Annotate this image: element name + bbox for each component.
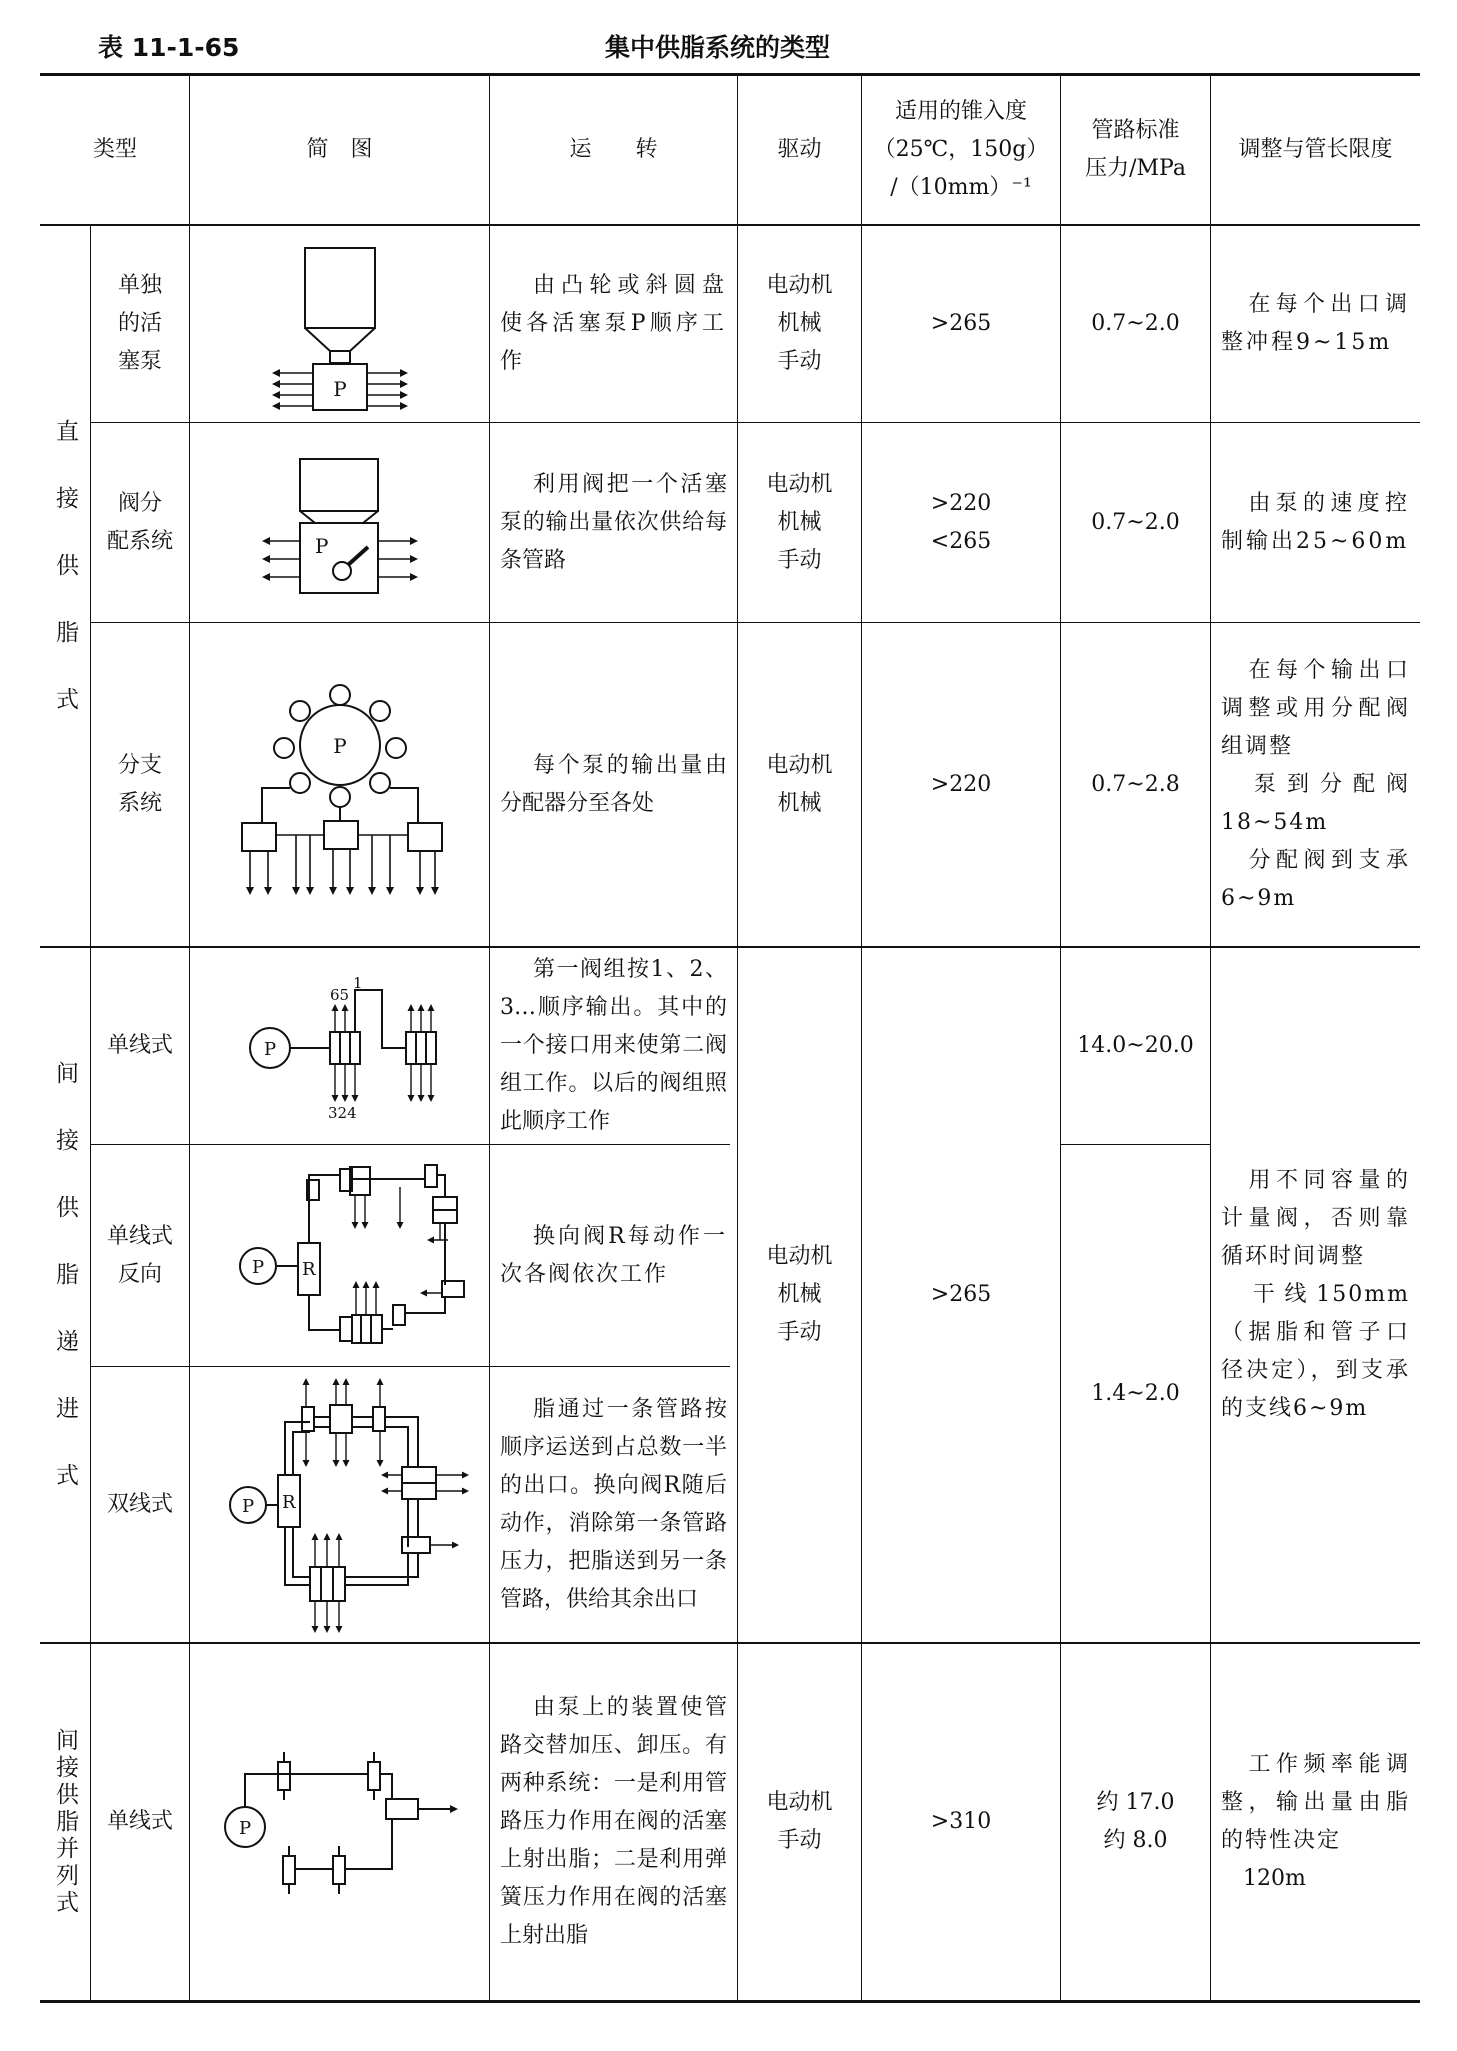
svg-text:R: R <box>302 1259 316 1280</box>
adjust-cell: 在每个出口调整冲程9~15m <box>1221 292 1410 355</box>
diagram-single-line-reverse <box>190 1145 489 1366</box>
svg-text:65: 65 <box>330 986 350 1004</box>
diagram-single-line <box>190 948 489 1144</box>
pressure-cell: 约 17.0 约 8.0 <box>1096 1790 1175 1853</box>
table-number: 表 11-1-65 <box>98 33 240 62</box>
operation-cell: 由凸轮或斜圆盘使各活塞泵P顺序工作 <box>500 273 727 374</box>
operation-cell: 第一阀组按1、2、3…顺序输出。其中的一个接口用来使第二阀组工作。以后的阀组照此顺序工作 <box>500 957 727 1134</box>
drive-cell: 电动机 机械 <box>766 752 833 816</box>
penetration-cell: >310 <box>930 1809 992 1834</box>
diagram-single-piston-pump <box>190 226 489 422</box>
pressure-cell: 0.7~2.0 <box>1091 509 1180 535</box>
adjust-cell: 工作频率能调整，输出量由脂的特性决定 120m <box>1221 1752 1410 1891</box>
penetration-cell: >220 <box>930 771 992 797</box>
penetration-cell: >220 <265 <box>930 490 992 554</box>
pressure-cell: 1.4~2.0 <box>1091 1380 1180 1406</box>
header-diagram: 简 图 <box>306 137 373 162</box>
table-caption <box>40 28 1420 68</box>
header-pressure: 管路标准 压力/MPa <box>1085 118 1186 181</box>
operation-cell: 脂通过一条管路按顺序运送到占总数一半的出口。换向阀R随后动作，消除第一条管路压力，把脂送到另一条管路，供给其余出口 <box>500 1396 727 1612</box>
drive-cell: 电动机 手动 <box>766 1790 833 1853</box>
penetration-cell: >265 <box>930 1282 992 1307</box>
header-operation: 运 转 <box>569 137 658 162</box>
svg-text:P: P <box>333 377 347 401</box>
group-direct: 直接供脂式 <box>52 418 78 754</box>
subtype-cell: 单线式 <box>106 1809 173 1834</box>
adjust-cell: 在每个输出口调整或用分配阀组调整 泵到分配阀18~54m 分配阀到支承6~9m <box>1221 657 1410 911</box>
diagram-valve-distribution <box>190 423 489 622</box>
header-drive: 驱动 <box>777 137 822 162</box>
svg-text:P: P <box>333 734 347 758</box>
subtype-cell: 双线式 <box>106 1491 173 1517</box>
subtype-cell: 阀分 配系统 <box>106 490 173 554</box>
pressure-cell: 14.0~20.0 <box>1077 1033 1194 1058</box>
header-type: 类型 <box>92 137 137 162</box>
header-penetration: 适用的锥入度 （25℃，150g） /（10mm）⁻¹ <box>873 99 1049 200</box>
drive-cell: 电动机 机械 手动 <box>766 273 833 374</box>
header-adjust: 调整与管长限度 <box>1238 137 1393 162</box>
adjust-cell: 用不同容量的计量阀，否则靠循环时间调整 干线150mm（据脂和管子口径决定），到支承的支线6~9m <box>1221 1168 1410 1421</box>
drive-cell: 电动机 机械 手动 <box>766 1244 833 1345</box>
svg-text:P: P <box>241 1496 255 1517</box>
subtype-cell: 单线式 反向 <box>106 1223 173 1287</box>
subtype-cell: 分支 系统 <box>117 752 162 816</box>
group-indirect: 间接供脂递进式 <box>52 1060 78 1530</box>
subtype-cell: 单线式 <box>106 1033 173 1058</box>
svg-text:1: 1 <box>353 974 363 992</box>
operation-cell: 由泵上的装置使管路交替加压、卸压。有两种系统：一是利用管路压力作用在阀的活塞上射出脂；二是利用弹簧压力作用在阀的活塞上射出脂 <box>500 1695 727 1948</box>
drive-cell: 电动机 机械 手动 <box>766 471 833 573</box>
svg-text:R: R <box>282 1492 296 1513</box>
svg-text:P: P <box>251 1257 265 1278</box>
group-parallel: 间接供脂并列式 <box>52 1727 78 1917</box>
diagram-branch-system <box>190 623 489 946</box>
penetration-cell: >265 <box>930 311 992 336</box>
operation-cell: 换向阀R每动作一次各阀依次工作 <box>500 1223 727 1287</box>
pressure-cell: 0.7~2.8 <box>1091 771 1180 797</box>
svg-text:P: P <box>263 1039 277 1060</box>
diagram-parallel-single-line <box>190 1644 489 2000</box>
subtype-cell: 单独 的活 塞泵 <box>117 273 162 374</box>
svg-text:P: P <box>315 534 329 558</box>
operation-cell: 利用阀把一个活塞泵的输出量依次供给每条管路 <box>500 471 727 573</box>
bottom-rule <box>40 2000 1420 2003</box>
operation-cell: 每个泵的输出量由分配器分至各处 <box>500 752 727 816</box>
diagram-double-line <box>190 1367 489 1642</box>
svg-text:P: P <box>238 1818 252 1839</box>
svg-text:324: 324 <box>328 1104 357 1122</box>
table-title: 集中供脂系统的类型 <box>605 33 831 62</box>
pressure-cell: 0.7~2.0 <box>1091 311 1180 336</box>
adjust-cell: 由泵的速度控制输出25~60m <box>1221 490 1410 554</box>
